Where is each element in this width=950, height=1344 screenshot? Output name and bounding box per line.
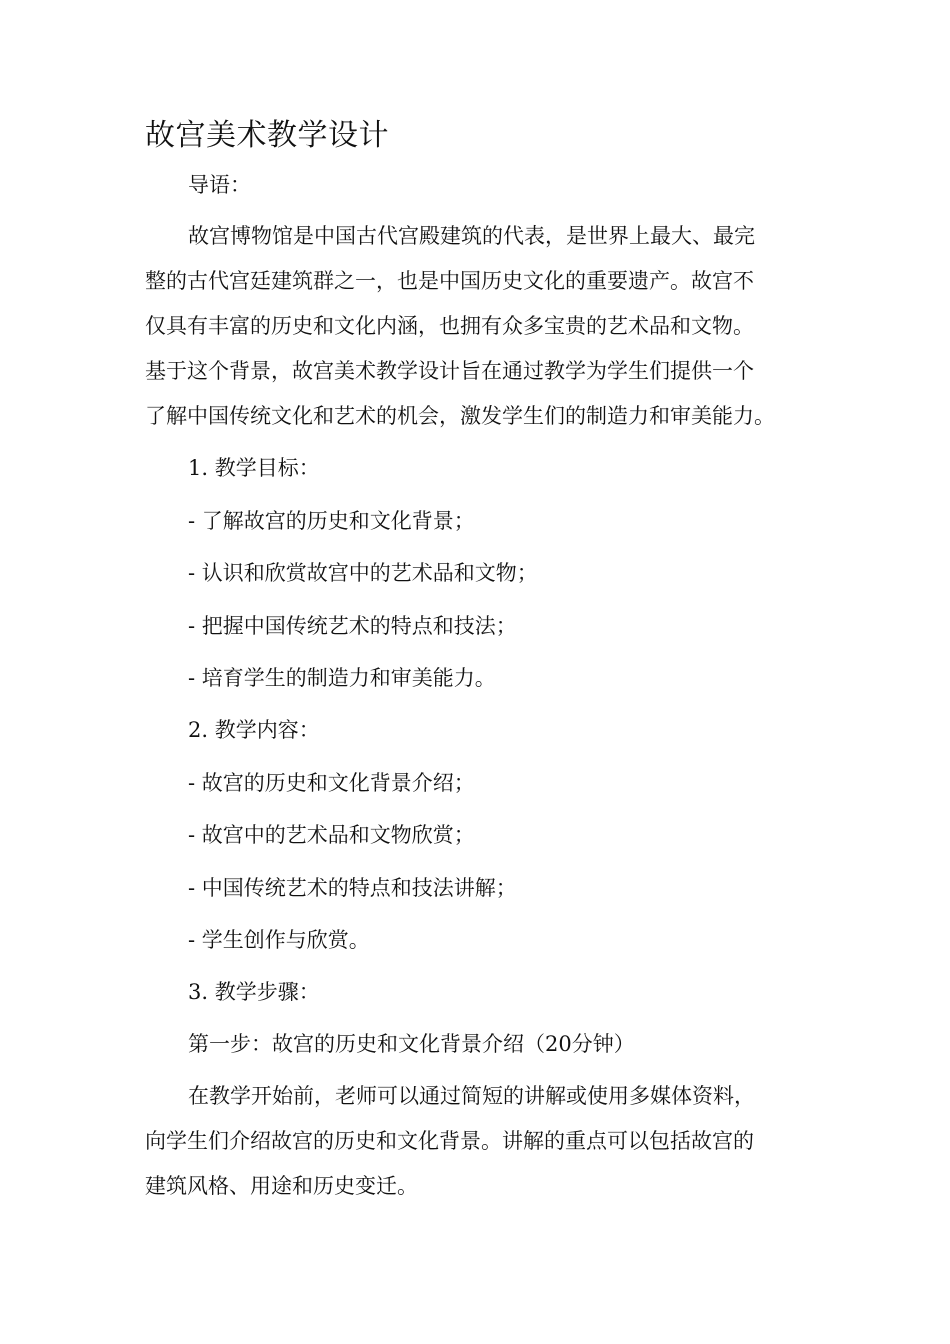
step-paragraph-line: 在教学开始前，老师可以通过简短的讲解或使用多媒体资料， (188, 1084, 755, 1108)
list-item: - 认识和欣赏故宫中的艺术品和文物； (188, 561, 538, 585)
list-item: - 故宫中的艺术品和文物欣赏； (188, 823, 475, 847)
intro-label: 导语： (188, 173, 251, 197)
list-item: - 培育学生的制造力和审美能力。 (188, 666, 496, 690)
list-item: - 中国传统艺术的特点和技法讲解； (188, 876, 517, 900)
intro-paragraph-line: 仅具有丰富的历史和文化内涵，也拥有众多宝贵的艺术品和文物。 (145, 314, 754, 338)
list-item: - 故宫的历史和文化背景介绍； (188, 771, 475, 795)
intro-paragraph-line: 故宫博物馆是中国古代宫殿建筑的代表，是世界上最大、最完 (188, 224, 755, 248)
step-title: 第一步：故宫的历史和文化背景介绍（20分钟） (188, 1032, 635, 1056)
section-heading: 1. 教学目标： (188, 456, 320, 480)
section-heading: 3. 教学步骤： (188, 980, 320, 1004)
intro-paragraph-line: 基于这个背景，故宫美术教学设计旨在通过教学为学生们提供一个 (145, 359, 754, 383)
list-item: - 了解故宫的历史和文化背景； (188, 509, 475, 533)
intro-paragraph-line: 整的古代宫廷建筑群之一，也是中国历史文化的重要遗产。故宫不 (145, 269, 754, 293)
document-title: 故宫美术教学设计 (145, 118, 389, 153)
step-paragraph-line: 建筑风格、用途和历史变迁。 (145, 1174, 418, 1198)
list-item: - 学生创作与欣赏。 (188, 928, 370, 952)
list-item: - 把握中国传统艺术的特点和技法； (188, 614, 517, 638)
section-heading: 2. 教学内容： (188, 718, 320, 742)
step-paragraph-line: 向学生们介绍故宫的历史和文化背景。讲解的重点可以包括故宫的 (145, 1129, 754, 1153)
intro-paragraph-line: 了解中国传统文化和艺术的机会，激发学生们的制造力和审美能力。 (145, 404, 775, 428)
